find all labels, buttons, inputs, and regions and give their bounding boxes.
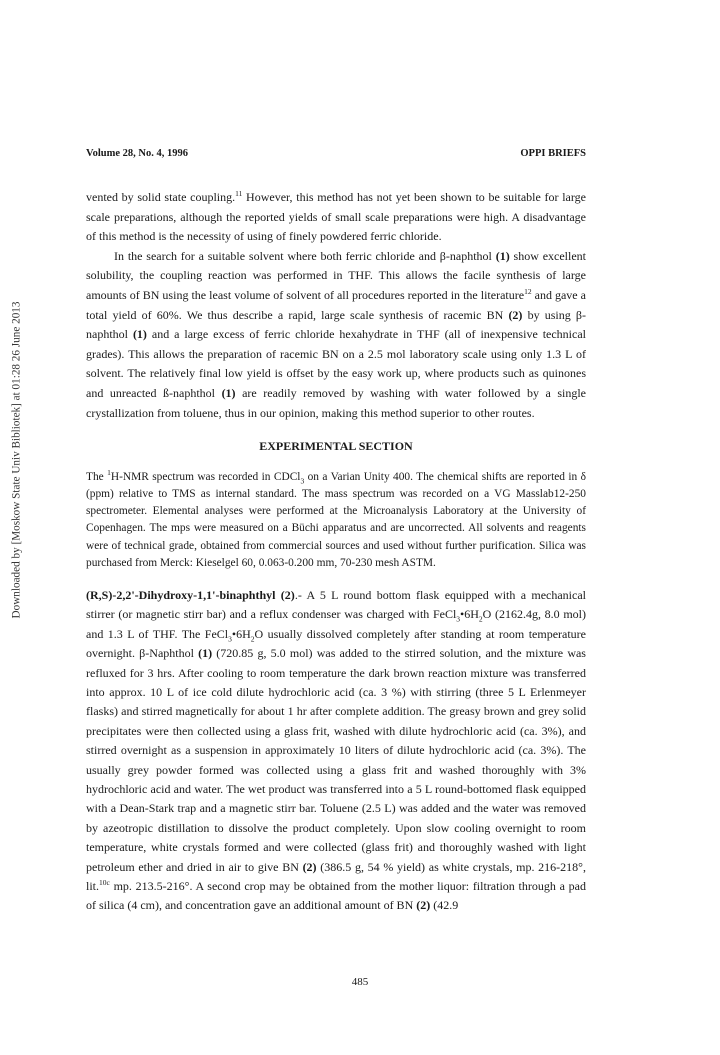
reference-marker: 10c	[99, 878, 110, 888]
text-run: are readily removed by washing with water followed by a single crystallization from toluene, thus in our opinion, making this method superior to other routes.	[86, 385, 587, 420]
section-heading: EXPERIMENTAL SECTION	[259, 439, 413, 454]
subscript: 2	[250, 634, 255, 644]
superscript: 1	[107, 467, 111, 477]
compound-number: (1)	[221, 385, 236, 400]
journal-volume: Volume 28, No. 4, 1996	[86, 148, 188, 159]
text-run: mp. 213.5-216°. A second crop may be obtained from the mother liquor: filtration through a pad of silica (4 cm), and concentration gave an additional amount of BN	[86, 879, 586, 913]
text-run: O usually dissolved completely after standing at room temperature overnight. β-Naphthol	[86, 626, 586, 661]
download-notice: Downloaded by [Moskow State Univ Bibliotek] at 01:28 26 June 2013	[10, 301, 23, 619]
procedure-paragraph	[86, 586, 586, 916]
text-run: The	[86, 470, 108, 483]
text-run: •6H	[460, 607, 479, 622]
download-watermark	[3, 200, 29, 720]
compound-number: (2)	[302, 859, 317, 874]
experimental-general-paragraph	[86, 469, 586, 572]
article-body	[86, 188, 586, 916]
text-run: .- A 5 L round bottom flask equipped with a mechanical stirrer (or magnetic stirr bar) and a reflux condenser was charged with FeCl	[86, 587, 587, 622]
text-run: by using β-naphthol	[86, 307, 587, 342]
text-run: (386.5 g, 54 % yield) as white crystals, mp. 216-218°, lit.	[86, 859, 586, 894]
text-run: vented by solid state coupling.	[86, 190, 236, 204]
text-run: O (2162.4g, 8.0 mol) and 1.3 L of THF. The FeCl	[86, 607, 586, 641]
subscript: 3	[456, 614, 461, 624]
text-run: (42.9	[430, 898, 459, 913]
compound-number: (2)	[508, 307, 523, 322]
running-header	[86, 148, 586, 159]
intro-paragraph-2	[86, 247, 586, 423]
page-number: 485	[351, 976, 369, 988]
text-run: In the search for a suitable solvent where both ferric chloride and β-naphthol	[114, 248, 496, 263]
text-run: However, this method has not yet been shown to be suitable for large scale preparations, although the reported yields of small scale preparations were high. A disadvantage of this method is the necessity of using of finely powdered ferric chloride.	[86, 190, 586, 244]
text-run: show excellent solubility, the coupling reaction was performed in THF. This allows the facile synthesis of large amounts of BN using the least volume of solvent of all procedures reported in the literature	[86, 248, 586, 302]
compound-number: (2)	[416, 898, 431, 913]
text-run: and a large excess of ferric chloride hexahydrate in THF (all of inexpensive technical grades). This allows the preparation of racemic BN on a 2.5 mol laboratory scale using only 1.3 L of solvent. The relatively final low yield is offset by the easy work up, where products such as quinones and unreacted ß-naphthol	[86, 327, 587, 400]
compound-number: (1)	[132, 327, 147, 342]
text-run: on a Varian Unity 400. The chemical shifts are reported in δ (ppm) relative to TMS as internal standard. The mass spectrum was recorded on a VG Masslab12-250 spectrometer. Elemental analyses were performed at the Microanalysis Laboratory at the University of Copenhagen. The mps were measured on a Büchi apparatus and are uncorrected. All solvents and reagents were of technical grade, obtained from commercial sources and used without further purification. Silica was purchased from Merck: Kieselgel 60, 0.063-0.200 mm, 70-230 mesh ASTM.	[86, 470, 586, 569]
text-run: and gave a total yield of 60%. We thus describe a rapid, large scale synthesis of racemic BN	[86, 287, 586, 322]
procedure-title: (R,S)-2,2'-Dihydroxy-1,1'-binaphthyl (2)	[86, 587, 295, 602]
subscript: 3	[300, 476, 305, 485]
reference-marker: 11	[235, 189, 243, 198]
text-run: (720.85 g, 5.0 mol) was added to the stirred solution, and the mixture was refluxed for 3 hrs. After cooling to room temperature the dark brown reaction mixture was transferred into approx. 10 L of ice cold dilute hydrochloric acid (ca. 3 %) with stirring (three 5 L Erlenmeyer flasks) and stirred magnetically for about 1 hr after complete addition. The greasy brown and grey solid precipitates were then collected using a glass frit, washed with dilute hydrochloric acid (ca. 3%), and stirred overnight as a suspension in approximately 10 liters of dilute hydrochloric acid (ca. 3%). The usually grey powder formed was collected using a glass frit and washed thoroughly with 3% hydrochloric acid and water. The wet product was transferred into a 5 L round-bottomed flask equipped with a Dean-Stark trap and a magnetic stirr bar. Toluene (2.5 L) was added and the water was removed by azeotropic distillation to dissolve the product completely. Upon slow cooling overnight to room temperature, white crystals formed and were collected (glass frit) and thoroughly washed with light petroleum ether and dried in air to give BN	[86, 646, 586, 874]
compound-number: (1)	[198, 646, 213, 661]
compound-number: (1)	[495, 248, 510, 263]
intro-paragraph-1	[86, 188, 586, 247]
text-run: •6H	[231, 626, 251, 641]
subscript: 2	[478, 614, 483, 624]
reference-marker: 12	[524, 286, 532, 296]
subscript: 3	[228, 634, 232, 644]
text-run: H-NMR spectrum was recorded in CDCl	[110, 470, 301, 483]
journal-section: OPPI BRIEFS	[520, 148, 586, 159]
